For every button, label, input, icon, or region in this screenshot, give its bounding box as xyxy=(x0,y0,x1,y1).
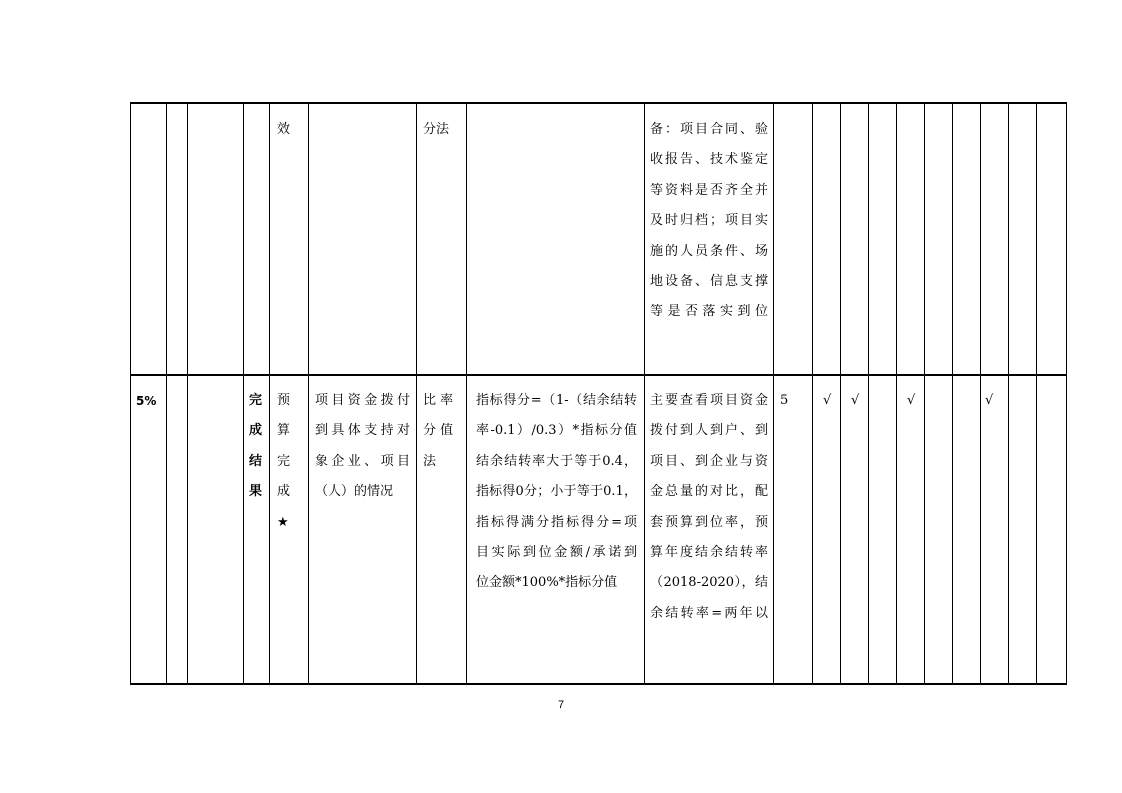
row2-weight: 5% xyxy=(136,394,157,408)
col-border xyxy=(644,102,645,684)
col-border xyxy=(840,102,841,684)
row2-content: 项目资金拨付 到具体支持对 象企业、项目 （人）的情况 xyxy=(315,393,410,500)
col-border xyxy=(896,102,897,684)
col-border xyxy=(952,102,953,684)
col-border xyxy=(130,102,131,684)
col-border xyxy=(416,102,417,684)
row2-standard: 主要查看项目资金 拨付到人到户、到 项目、到企业与资 金总量的对比，配 套预算到位率，预 算年度结余结转率 （2018-2020），结 余结转率=两年以 xyxy=(650,393,768,621)
check-mark: √ xyxy=(851,393,860,408)
col-border xyxy=(308,102,309,684)
check-mark: √ xyxy=(823,393,832,408)
row2-category: 完 成 结 果 xyxy=(249,393,263,500)
col-border xyxy=(1036,102,1037,684)
table-top-border xyxy=(130,102,1067,104)
row2-score: 5 xyxy=(780,393,789,408)
col-border xyxy=(1008,102,1009,684)
check-mark: √ xyxy=(907,393,916,408)
row1-subindicator: 效 xyxy=(277,122,291,137)
col-border xyxy=(980,102,981,684)
row2-method: 比 率 分 值 法 xyxy=(423,393,454,469)
row-divider xyxy=(130,374,1067,376)
page-number: 7 xyxy=(557,699,565,711)
row2-formula: 指标得分=（1-（结余结转 率-0.1）/0.3）*指标分值 结余结转率大于等于0.4， 指标得0分；小于等于0.1， 指标得满分指标得分=项 目实际到位金额/承诺到 位金额*100%*指标分值 xyxy=(476,393,637,591)
col-border xyxy=(812,102,813,684)
col-border xyxy=(1066,102,1067,684)
col-border xyxy=(466,102,467,684)
row1-method: 分法 xyxy=(423,122,450,137)
star-icon: ★ xyxy=(277,514,289,530)
col-border xyxy=(269,102,270,684)
col-border xyxy=(187,102,188,684)
col-border xyxy=(924,102,925,684)
col-border xyxy=(868,102,869,684)
table-bottom-border xyxy=(130,683,1067,685)
col-border xyxy=(243,102,244,684)
col-border xyxy=(773,102,774,684)
row2-indicator: 预 算 完 成 ★ xyxy=(277,386,290,538)
check-mark: √ xyxy=(985,393,994,408)
col-border xyxy=(166,102,167,684)
row1-standard: 备：项目合同、验 收报告、技术鉴定 等资料是否齐全并 及时归档；项目实 施的人员条件、场 地设备、信息支撑 等是否落实到位 xyxy=(650,122,768,320)
